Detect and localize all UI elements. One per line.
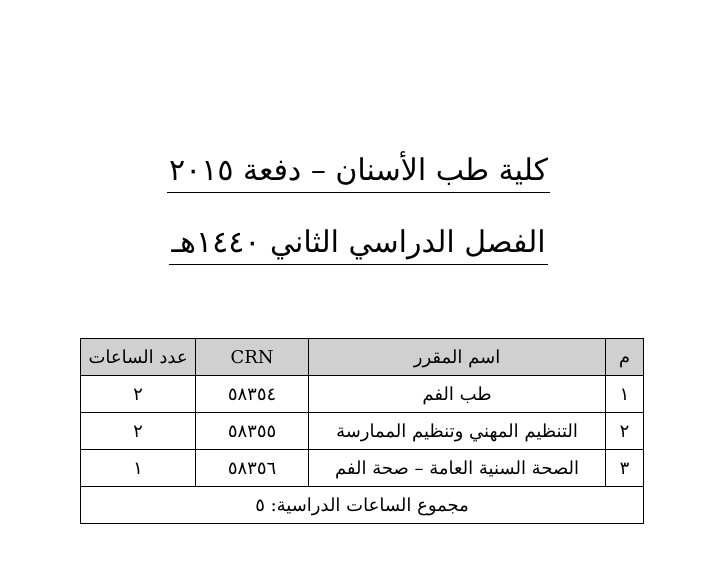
courses-table bbox=[80, 338, 644, 524]
row-crn: ٥٨٣٥٤ bbox=[196, 376, 309, 413]
total-hours: مجموع الساعات الدراسية: ٥ bbox=[81, 487, 644, 524]
document-title bbox=[0, 152, 717, 193]
document-subtitle-text: الفصل الدراسي الثاني ١٤٤٠هـ bbox=[169, 224, 547, 265]
document-title-text: كلية طب الأسنان – دفعة ٢٠١٥ bbox=[167, 152, 550, 193]
row-hours: ١ bbox=[81, 450, 196, 487]
row-crn: ٥٨٣٥٦ bbox=[196, 450, 309, 487]
row-hours: ٢ bbox=[81, 413, 196, 450]
document-subtitle bbox=[0, 224, 717, 265]
table-row bbox=[81, 450, 644, 487]
row-crn: ٥٨٣٥٥ bbox=[196, 413, 309, 450]
table-row bbox=[81, 376, 644, 413]
table-total-row bbox=[81, 487, 644, 524]
row-course-name: طب الفم bbox=[309, 376, 606, 413]
header-number: م bbox=[606, 339, 644, 376]
row-number: ٣ bbox=[606, 450, 644, 487]
row-hours: ٢ bbox=[81, 376, 196, 413]
row-course-name: الصحة السنية العامة – صحة الفم bbox=[309, 450, 606, 487]
header-course-name: اسم المقرر bbox=[309, 339, 606, 376]
header-hours: عدد الساعات bbox=[81, 339, 196, 376]
row-course-name: التنظيم المهني وتنظيم الممارسة bbox=[309, 413, 606, 450]
table-row bbox=[81, 413, 644, 450]
header-crn: CRN bbox=[196, 339, 309, 376]
row-number: ١ bbox=[606, 376, 644, 413]
table-header-row bbox=[81, 339, 644, 376]
row-number: ٢ bbox=[606, 413, 644, 450]
